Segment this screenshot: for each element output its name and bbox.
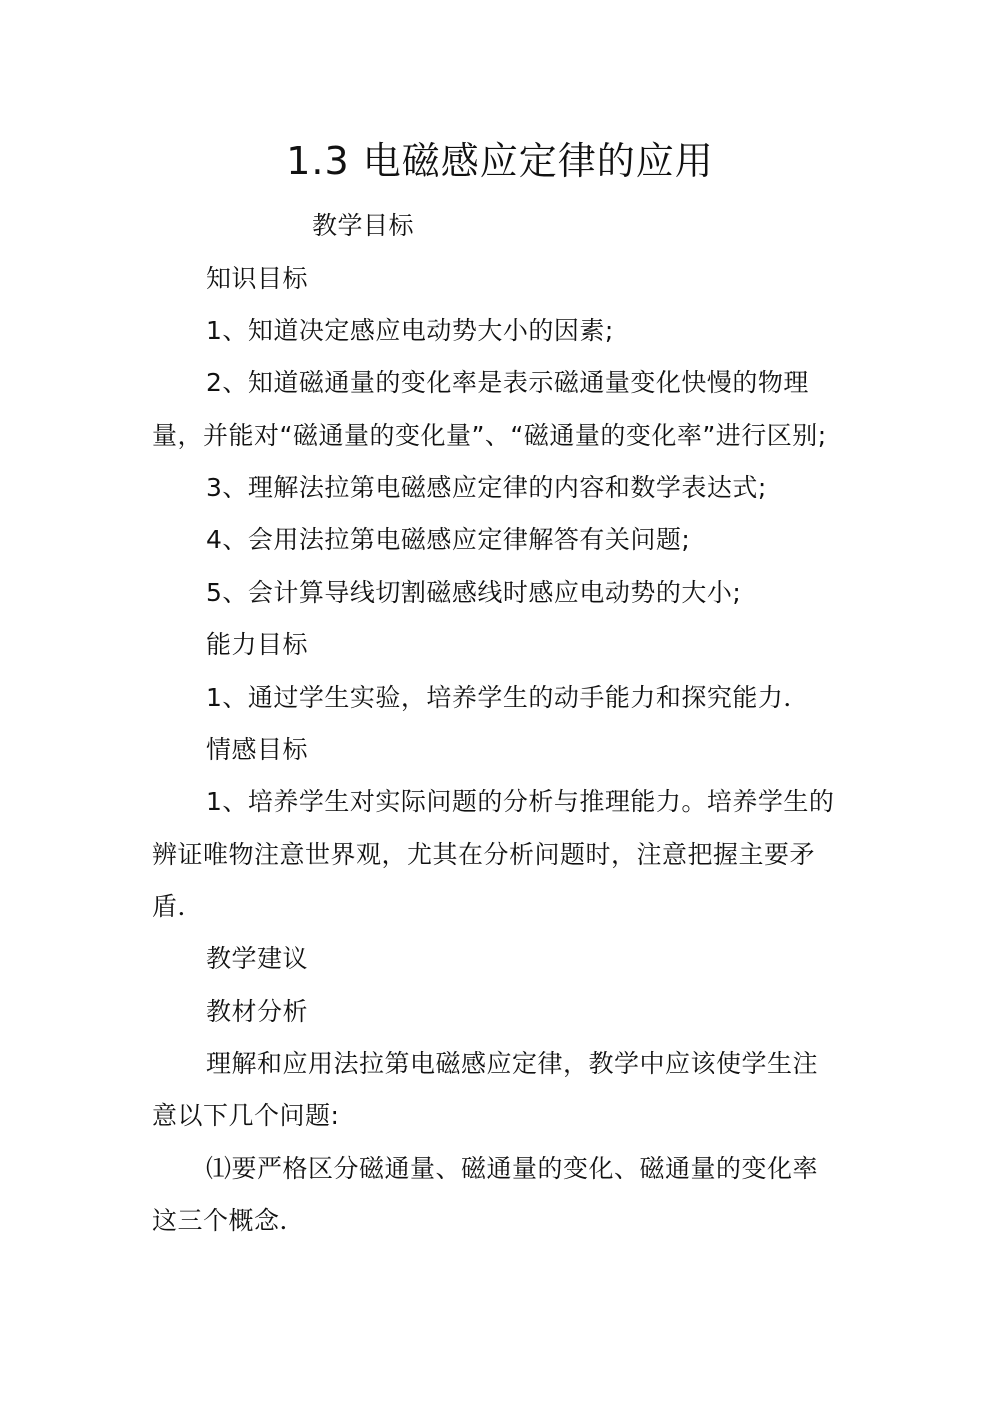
list-item: 1、通过学生实验，培养学生的动手能力和探究能力． xyxy=(206,683,809,712)
list-item-continuation: 量，并能对“磁通量的变化量”、“磁通量的变化率”进行区别; xyxy=(152,421,827,450)
list-item: 1、培养学生对实际问题的分析与推理能力。培养学生的 xyxy=(206,787,835,816)
paragraph: 理解和应用法拉第电磁感应定律，教学中应该使学生注 xyxy=(206,1049,819,1078)
document-title: 1.3 电磁感应定律的应用 xyxy=(286,139,714,183)
subheading-teaching-suggestions: 教学建议 xyxy=(206,944,309,973)
list-item-continuation: 盾． xyxy=(152,892,204,921)
subheading-knowledge-goals: 知识目标 xyxy=(206,264,309,293)
paragraph-continuation: 意以下几个问题: xyxy=(152,1101,340,1130)
list-item: ⑴要严格区分磁通量、磁通量的变化、磁通量的变化率 xyxy=(206,1154,819,1183)
list-item: 5、会计算导线切割磁感线时感应电动势的大小; xyxy=(206,578,742,607)
subheading-ability-goals: 能力目标 xyxy=(206,630,309,659)
list-item: 4、会用法拉第电磁感应定律解答有关问题; xyxy=(206,525,691,554)
section-heading-teaching-goals: 教学目标 xyxy=(312,211,415,240)
subheading-material-analysis: 教材分析 xyxy=(206,997,309,1026)
list-item-continuation: 这三个概念． xyxy=(152,1206,306,1235)
subheading-emotion-goals: 情感目标 xyxy=(206,735,309,764)
list-item: 2、知道磁通量的变化率是表示磁通量变化快慢的物理 xyxy=(206,368,809,397)
list-item-continuation: 辨证唯物注意世界观，尤其在分析问题时，注意把握主要矛 xyxy=(152,840,816,869)
list-item: 3、理解法拉第电磁感应定律的内容和数学表达式; xyxy=(206,473,767,502)
list-item: 1、知道决定感应电动势大小的因素; xyxy=(206,316,614,345)
